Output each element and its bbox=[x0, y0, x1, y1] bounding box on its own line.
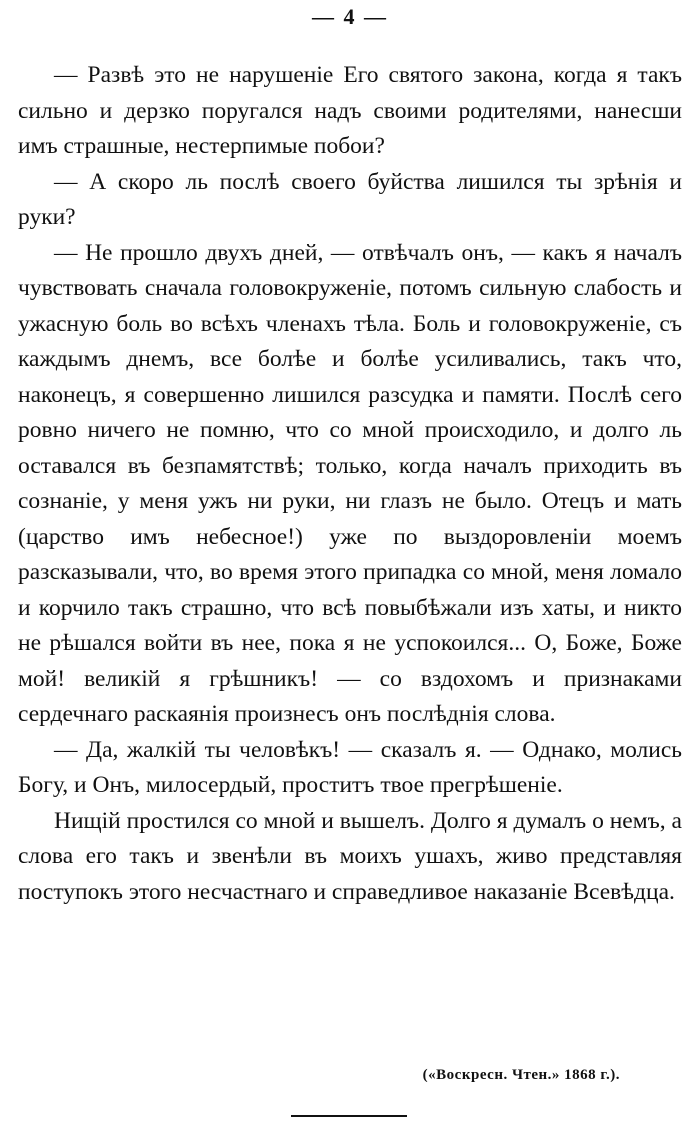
end-rule-divider bbox=[291, 1115, 407, 1117]
source-citation: («Воскресн. Чтен.» 1868 г.). bbox=[422, 1067, 620, 1083]
paragraph-narrator-reply: — Да, жалкій ты человѣкъ! — сказалъ я. — Однако, молись Богу, и Онъ, милосердый, проститъ твое прегрѣшеніе. bbox=[18, 736, 682, 798]
paragraph-beggar-story: — Не прошло двухъ дней, — отвѣчалъ онъ, — какъ я началъ чувствовать сначала головокруженіе, потомъ сильную слабость и ужасную боль во всѣхъ членахъ тѣла. Боль и головокруженіе, съ каждымъ днемъ, все болѣе и болѣе усиливались, такъ что, наконецъ, я совершенно лишился разсудка и памяти. Послѣ сего ровно ничего не помню, что со мной происходило, и долго ль оставался въ безпамятствѣ; только, когда началъ приходить въ сознаніе, у меня ужъ ни руки, ни глазъ не было. Отецъ и мать (царство имъ небесное!) уже по выздоровленіи моемъ разсказывали, что, во время этого припадка со мной, меня ломало и корчило такъ страшно, что всѣ повыбѣжали изъ хаты, и никто не рѣшался войти въ нее, пока я не успокоился... О, Боже, Боже мой! великій я грѣшникъ! — со вздохомъ и признаками сердечнаго раскаянія произнесъ онъ послѣднія слова. bbox=[18, 239, 682, 727]
paragraph-question-blindness: — А скоро ль послѣ своего буйства лишился ты зрѣнія и руки? bbox=[18, 168, 682, 230]
paragraph-question-law: — Развѣ это не нарушеніе Его святого закона, когда я такъ сильно и дерзко поругался надъ своими родителями, нанесши имъ страшные, нестерпимые побои? bbox=[18, 62, 682, 159]
paragraph-conclusion: Нищій простился со мной и вышелъ. Долго я думалъ о немъ, а слова его такъ и звенѣли въ моихъ ушахъ, живо представляя поступокъ этого несчастнаго и справедливое наказаніе Всевѣдца. bbox=[18, 807, 682, 905]
page-number: — 4 — bbox=[312, 4, 388, 29]
body-text bbox=[18, 58, 682, 910]
